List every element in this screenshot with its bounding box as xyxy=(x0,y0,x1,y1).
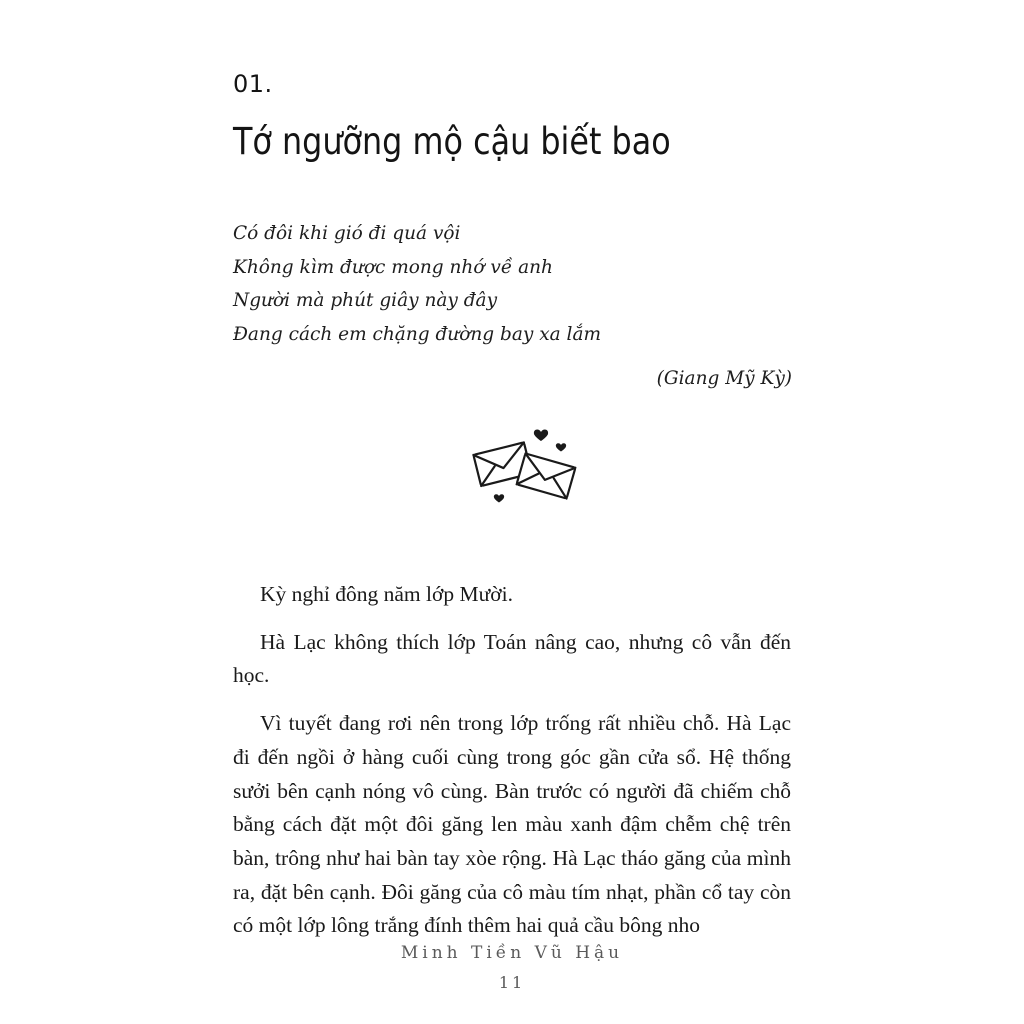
envelopes-with-hearts-icon xyxy=(468,424,580,512)
chapter-title: Tớ ngưỡng mộ cậu biết bao xyxy=(233,120,671,163)
epigraph-poem xyxy=(233,217,813,351)
epigraph-attribution: (Giang Mỹ Kỳ) xyxy=(656,368,792,389)
paragraph: Kỳ nghỉ đông năm lớp Mười. xyxy=(260,582,513,606)
paragraph: Vì tuyết đang rơi nên trong lớp trống rất nhiều chỗ. Hà Lạc đi đến ngồi ở hàng cuối cùng trong góc gần cửa sổ. Hệ thống sưởi bên cạnh nóng vô cùng. Bàn trước có người đã chiếm chỗ bằng cách đặt một đôi găng len màu xanh đậm chễm chệ trên bàn, trông như hai bàn tay xòe rộng. Hà Lạc tháo găng của mình ra, đặt bên cạnh. Đôi găng của cô màu tím nhạt, phần cổ tay còn có một lớp lông trắng đính thêm hai quả cầu bông nho xyxy=(233,711,791,938)
chapter-number: 01. xyxy=(233,70,273,98)
poem-line: Không kìm được mong nhớ về anh xyxy=(233,256,553,278)
poem-line: Đang cách em chặng đường bay xa lắm xyxy=(233,323,602,345)
page-number: 11 xyxy=(498,973,526,992)
body-text xyxy=(233,578,791,957)
footer-author: Minh Tiền Vũ Hậu xyxy=(400,943,624,963)
poem-line: Người mà phút giây này đây xyxy=(233,290,498,311)
poem-line: Có đôi khi gió đi quá vội xyxy=(233,223,461,244)
paragraph: Hà Lạc không thích lớp Toán nâng cao, nhưng cô vẫn đến học. xyxy=(233,629,791,688)
